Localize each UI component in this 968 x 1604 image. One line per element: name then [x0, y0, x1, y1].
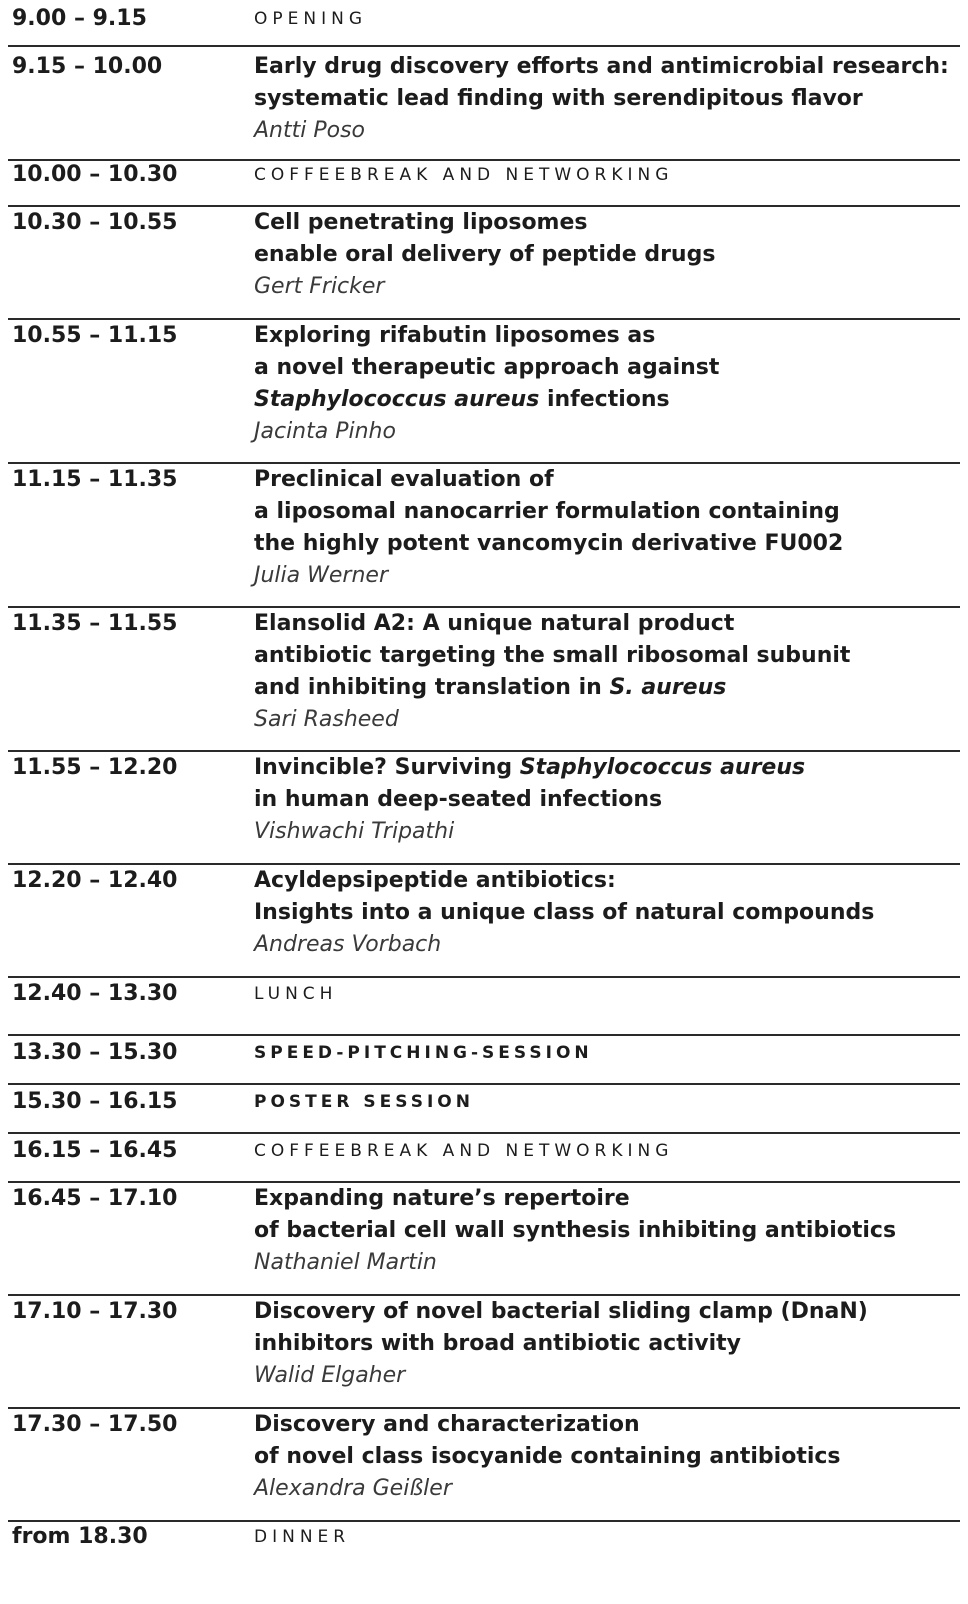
slot-content	[254, 207, 954, 303]
talk-title-line: Staphylococcus aureus infections	[254, 387, 670, 412]
talk-title-line: the highly potent vancomycin derivative FU002	[254, 531, 844, 556]
talk-title-line: Invincible? Surviving Staphylococcus aureus	[254, 755, 806, 780]
talk-title-line: Early drug discovery efforts and antimicrobial research:	[254, 54, 949, 79]
talk-title-line: a novel therapeutic approach against	[254, 355, 720, 380]
slot-content	[254, 1296, 954, 1392]
talk-title-line: Discovery of novel bacterial sliding clamp (DnaN)	[254, 1299, 868, 1324]
slot-content	[254, 3, 954, 35]
speaker-name: Gert Fricker	[254, 274, 385, 299]
slot-content	[254, 159, 954, 191]
talk-title-line: in human deep-seated infections	[254, 787, 663, 812]
row-divider	[8, 1034, 960, 1036]
talk-title-line: Acyldepsipeptide antibiotics:	[254, 868, 616, 893]
time-slot: 10.00 – 10.30	[12, 162, 178, 187]
event-label: OPENING	[254, 9, 367, 29]
row-divider	[8, 45, 960, 47]
slot-content	[254, 1521, 954, 1553]
talk-title-line: Discovery and characterization	[254, 1412, 640, 1437]
talk-title-line: Expanding nature’s repertoire	[254, 1186, 630, 1211]
time-slot: from 18.30	[12, 1524, 148, 1549]
time-slot: 15.30 – 16.15	[12, 1089, 178, 1114]
time-slot: 10.55 – 11.15	[12, 323, 178, 348]
speaker-name: Julia Werner	[254, 563, 388, 588]
event-label: LUNCH	[254, 984, 338, 1004]
slot-content	[254, 1183, 954, 1279]
talk-title-line: antibiotic targeting the small ribosomal subunit	[254, 643, 851, 668]
time-slot: 11.15 – 11.35	[12, 467, 178, 492]
speaker-name: Alexandra Geißler	[254, 1476, 452, 1501]
species-name: Staphylococcus aureus	[254, 387, 540, 412]
talk-title-line: of novel class isocyanide containing antibiotics	[254, 1444, 841, 1469]
time-slot: 9.15 – 10.00	[12, 54, 163, 79]
slot-content	[254, 1409, 954, 1505]
slot-content	[254, 1135, 954, 1167]
time-slot: 12.40 – 13.30	[12, 981, 178, 1006]
talk-title-line: Elansolid A2: A unique natural product	[254, 611, 735, 636]
event-label: SPEED-PITCHING-SESSION	[254, 1043, 593, 1063]
talk-title-line: enable oral delivery of peptide drugs	[254, 242, 716, 267]
speaker-name: Antti Poso	[254, 118, 365, 143]
event-label: DINNER	[254, 1527, 351, 1547]
speaker-name: Vishwachi Tripathi	[254, 819, 455, 844]
slot-content	[254, 464, 954, 592]
slot-content	[254, 320, 954, 448]
slot-content	[254, 608, 954, 736]
speaker-name: Nathaniel Martin	[254, 1250, 437, 1275]
talk-title-line: inhibitors with broad antibiotic activity	[254, 1331, 742, 1356]
time-slot: 16.15 – 16.45	[12, 1138, 178, 1163]
slot-content	[254, 51, 954, 147]
row-divider	[8, 1083, 960, 1085]
species-name: S. aureus	[609, 675, 727, 700]
slot-content	[254, 1086, 954, 1118]
speaker-name: Walid Elgaher	[254, 1363, 406, 1388]
event-label: COFFEEBREAK AND NETWORKING	[254, 165, 674, 185]
talk-title-line: a liposomal nanocarrier formulation containing	[254, 499, 840, 524]
time-slot: 17.10 – 17.30	[12, 1299, 178, 1324]
slot-content	[254, 752, 954, 848]
speaker-name: Jacinta Pinho	[254, 419, 396, 444]
time-slot: 10.30 – 10.55	[12, 210, 178, 235]
time-slot: 13.30 – 15.30	[12, 1040, 178, 1065]
talk-title-line: Preclinical evaluation of	[254, 467, 554, 492]
time-slot: 12.20 – 12.40	[12, 868, 178, 893]
time-slot: 11.55 – 12.20	[12, 755, 178, 780]
time-slot: 17.30 – 17.50	[12, 1412, 178, 1437]
talk-title-line: Exploring rifabutin liposomes as	[254, 323, 656, 348]
speaker-name: Sari Rasheed	[254, 707, 399, 732]
event-label: COFFEEBREAK AND NETWORKING	[254, 1141, 674, 1161]
talk-title-line: systematic lead finding with serendipitous flavor	[254, 86, 863, 111]
slot-content	[254, 865, 954, 961]
species-name: Staphylococcus aureus	[519, 755, 806, 780]
speaker-name: Andreas Vorbach	[254, 932, 442, 957]
slot-content	[254, 978, 954, 1010]
event-label: POSTER SESSION	[254, 1092, 474, 1112]
talk-title-line: and inhibiting translation in S. aureus	[254, 675, 727, 700]
slot-content	[254, 1037, 954, 1069]
time-slot: 16.45 – 17.10	[12, 1186, 178, 1211]
talk-title-line: Insights into a unique class of natural compounds	[254, 900, 875, 925]
row-divider	[8, 1132, 960, 1134]
time-slot: 11.35 – 11.55	[12, 611, 178, 636]
talk-title-line: of bacterial cell wall synthesis inhibiting antibiotics	[254, 1218, 897, 1243]
talk-title-line: Cell penetrating liposomes	[254, 210, 588, 235]
time-slot: 9.00 – 9.15	[12, 6, 147, 31]
